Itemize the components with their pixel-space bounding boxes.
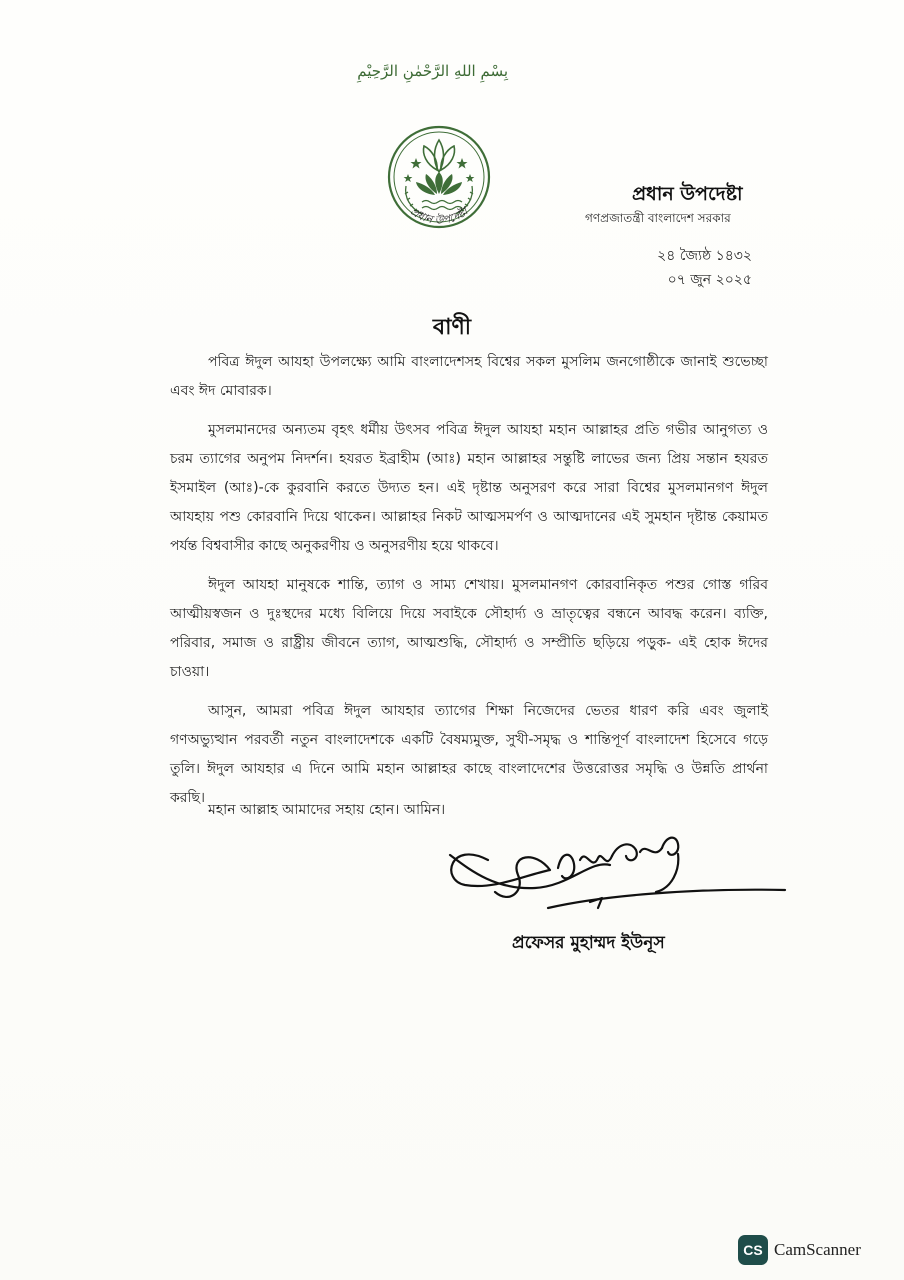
paragraph: পবিত্র ঈদুল আযহা উপলক্ষ্যে আমি বাংলাদেশসহ বিশ্বের সকল মুসলিম জনগোষ্ঠীকে জানাই শুভেচ্ছা এবং ঈদ মোবারক। [170, 354, 768, 399]
camscanner-watermark [738, 1234, 861, 1266]
date-gregorian: ০৭ জুন ২০২৫ [667, 272, 752, 288]
seal-caption: প্রধান উপদেষ্টা [407, 204, 471, 227]
closing-line: মহান আল্লাহ আমাদের সহায় হোন। আমিন। [208, 802, 446, 818]
paragraph: মুসলমানদের অন্যতম বৃহৎ ধর্মীয় উৎসব পবিত্র ঈদুল আযহা মহান আল্লাহর প্রতি গভীর আনুগত্য ও চরম ত্যাগের অনুপম নিদর্শন। হযরত ইব্রাহীম (আঃ) মহান আল্লাহর সন্তুষ্টি লাভের জন্য প্রিয় সন্তান হযরত ইসমাইল (আঃ)-কে কুরবানি করতে উদ্যত হন। এই দৃষ্টান্ত অনুসরণ করে সারা বিশ্বের মুসলমানগণ ঈদুল আযহায় পশু কোরবানি দিয়ে থাকেন। আল্লাহর নিকট আত্মসমর্পণ ও আত্মদানের এই সুমহান দৃষ্টান্ত কেয়ামত পর্যন্ত বিশ্ববাসীর কাছে অনুকরণীয় ও অনুসরণীয় হয়ে থাকবে। [170, 422, 768, 554]
handwritten-signature [440, 830, 790, 930]
signer-name: প্রফেসর মুহাম্মদ ইউনূস [512, 933, 665, 953]
paragraph: ঈদুল আযহা মানুষকে শান্তি, ত্যাগ ও সাম্য শেখায়। মুসলমানগণ কোরবানিকৃত পশুর গোস্ত গরিব আত্মীয়স্বজন ও দুঃস্থদের মধ্যে বিলিয়ে দিয়ে সবাইকে সৌহার্দ্য ও ভ্রাতৃত্বের বন্ধনে আবদ্ধ করেন। ব্যক্তি, পরিবার, সমাজ ও রাষ্ট্রীয় জীবনে ত্যাগ, আত্মশুদ্ধি, সৌহার্দ্য ও সম্প্রীতি ছড়িয়ে পড়ুক- এই হোক ঈদের চাওয়া। [170, 577, 768, 680]
camscanner-label: CamScanner [774, 1240, 861, 1259]
chief-adviser-seal [384, 122, 494, 252]
office-subtitle: গণপ্রজাতন্ত্রী বাংলাদেশ সরকার [585, 211, 731, 225]
bismillah-calligraphy: بِسْمِ اللهِ الرَّحْمٰنِ الرَّحِيْمِ [357, 62, 508, 80]
letter-body [170, 348, 768, 823]
paragraph: আসুন, আমরা পবিত্র ঈদুল আযহার ত্যাগের শিক্ষা নিজেদের ভেতর ধারণ করি এবং জুলাই গণঅভ্যুত্থান পরবর্তী নতুন বাংলাদেশকে একটি বৈষম্যমুক্ত, সুখী-সমৃদ্ধ ও শান্তিপূর্ণ বাংলাদেশ হিসেবে গড়ে তুলি। ঈদুল আযহার এ দিনে আমি মহান আল্লাহর কাছে বাংলাদেশের উত্তরোত্তর সমৃদ্ধি ও উন্নতি প্রার্থনা করছি। [170, 703, 768, 806]
camscanner-logo-icon: CS [738, 1235, 768, 1265]
national-emblem-icon [384, 122, 494, 252]
letter-heading: বাণী [432, 315, 472, 340]
office-title: প্রধান উপদেষ্টা [632, 183, 743, 205]
date-bengali: ২৪ জ্যৈষ্ঠ ১৪৩২ [657, 248, 752, 264]
signature-icon [440, 830, 790, 930]
